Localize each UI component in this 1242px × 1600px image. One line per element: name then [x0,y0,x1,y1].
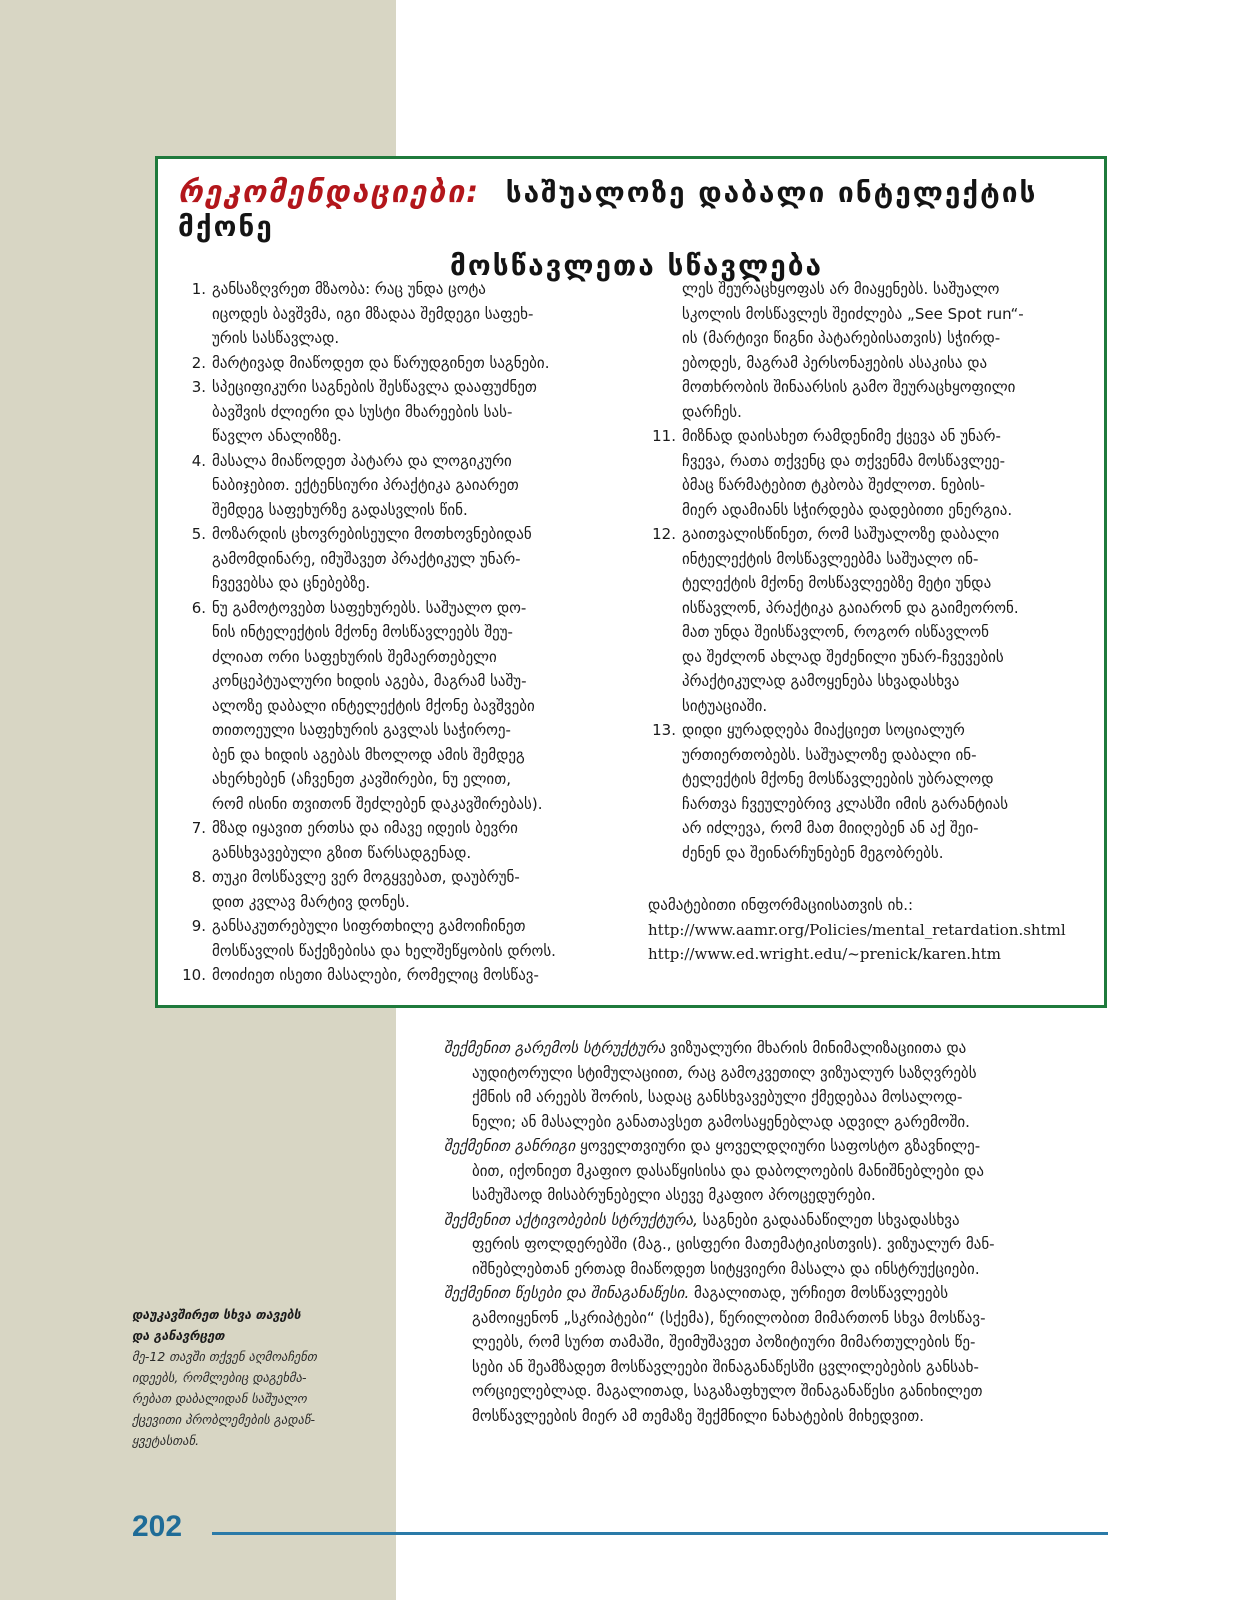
list-item [178,963,608,988]
list-item [178,277,608,351]
paragraph-line: გამოიყენონ „სკრიპტები“ (სქემა), წერილობით მიმართონ სხვა მოსწავ- [472,1308,986,1327]
sidenote-body [132,1346,372,1451]
item-line: ტელექტის მქონე მოსწავლეების უბრალოდ [682,770,994,788]
paragraph-first-line [444,1036,1108,1061]
main-body-text [444,1036,1108,1428]
paragraph-first-line [444,1281,1108,1306]
item-line: ჩვევებსა და ცნებებზე. [212,574,371,592]
left-column [178,277,608,988]
item-line: გაითვალისწინეთ, რომ საშუალოზე დაბალი [682,525,1000,543]
item-line: და შეძლონ ახლად შეძენილი უნარ-ჩვევების [682,647,1004,666]
sidenote-body-line: რებათ დაბალიდან საშუალო [132,1391,307,1406]
item-number: 10. [182,966,206,984]
text-paragraph [444,1281,1108,1428]
item-line: მათ უნდა შეისწავლონ, როგორ ისწავლონ [682,623,989,641]
list-item [178,522,608,596]
paragraph-line: სები ან შეამზადეთ მოსწავლეები შინაგანაწესში ცვლილებების განსახ- [472,1357,979,1376]
item-line: პრაქტიკულად გამოყენება სხვადასხვა [682,672,960,690]
more-info [648,893,1086,967]
title-line2: მოსწავლეთა სწავლება [450,249,824,282]
continuation-line: ებოდეს, მაგრამ პერსონაჟების ასაკისა და [682,353,988,372]
item-line: მიერ ადამიანს სჭირდება დადებითი ენერგია. [682,500,1013,519]
sidenote [132,1304,372,1451]
paragraph-lead: შექმენით გარემოს სტრუქტურა [444,1039,666,1057]
sidenote-heading-line: დაუკავშირეთ სხვა თავებს [132,1307,301,1322]
list-item [178,914,608,963]
item-line: შემდეგ საფეხურზე გადასვლის წინ. [212,500,468,519]
sidenote-body-line: ყვეტასთან. [132,1433,200,1448]
list-item [178,865,608,914]
list-item [648,522,1086,718]
item-number: 1. [191,280,206,298]
footer-rule [212,1532,1108,1535]
text-paragraph [444,1134,1108,1208]
item-line: მოსწავლის წაქეზებისა და ხელშეწყობის დროს. [212,941,556,960]
title-lead: რეკომენდაციები: [178,175,481,210]
continuation-line: სკოლის მოსწავლეს შეიძლება „See Spot run“- [682,304,1024,323]
list-item [178,816,608,865]
item-number: 7. [191,819,206,837]
item-line: მოზარდის ცხოვრებისეული მოთხოვნებიდან [212,525,532,543]
sidenote-heading-line: და განავრცეთ [132,1328,225,1343]
sidenote-body-line: მე-12 თავში თქვენ აღმოაჩენთ [132,1349,317,1364]
text-paragraph [444,1208,1108,1282]
item-line: კონცეპტუალური ხიდის აგება, მაგრამ საშუ- [212,672,527,690]
sidenote-body-line: ქცევითი პრობლემების გადაწ- [132,1412,315,1427]
paragraph-line: ლეებს, რომ სურთ თამაში, შეიმუშავეთ პოზიტიური მიმართულების წე- [472,1333,976,1351]
item-10-continuation [648,277,1086,424]
list-item [178,351,608,376]
item-line: ბენ და ხიდის აგებას მხოლოდ ამის შემდეგ [212,745,525,764]
item-number: 6. [191,598,206,617]
more-info-label: დამატებითი ინფორმაციისათვის იხ.: [648,896,914,914]
paragraph-first-text: მაგალითად, ურჩიეთ მოსწავლეებს [689,1284,949,1302]
list-item [178,449,608,523]
item-line: მარტივად მიაწოდეთ და წარუდგინეთ საგნები. [212,353,550,372]
url-aamr-link[interactable]: http://www.aamr.org/Policies/mental_retardation.shtml [648,920,1066,939]
item-number: 13. [652,721,676,739]
item-line: ჩვევა, რათა თქვენც და თქვენმა მოსწავლეე- [682,451,1005,470]
item-line: განსაზღვრეთ მზაობა: რაც უნდა ცოტა [212,280,486,298]
title-rest: საშუალოზე დაბალი ინტელექტის მქონე [178,176,1038,243]
item-line: ახერხებენ (აჩვენეთ კავშირები, ნუ ელით, [212,770,511,788]
item-line: ნუ გამოტოვებთ საფეხურებს. საშუალო დო- [212,598,527,617]
item-line: მიზნად დაისახეთ რამდენიმე ქცევა ან უნარ- [682,427,1001,445]
item-number: 12. [652,525,676,543]
paragraph-line: ფერის ფოლდერებში (მაგ., ცისფერი მათემატიკისთვის). ვიზუალურ მან- [472,1235,995,1253]
paragraph-line: ნელი; ან მასალები განათავსეთ გამოსაყენებლად ადვილ გარემოში. [472,1112,970,1131]
item-line: მზად იყავით ერთსა და იმავე იდეის ბევრი [212,819,518,837]
paragraph-first-line [444,1134,1108,1159]
right-column [648,277,1086,967]
url-wright-link[interactable]: http://www.ed.wright.edu/~prenick/karen.htm [648,945,1001,963]
item-line: რომ ისინი თვითონ შეძლებენ დაკავშირებას). [212,794,543,813]
item-number: 11. [652,427,676,445]
item-line: ბმაც წარმატებით ტკბობა შეძლოთ. ნების- [682,476,985,494]
item-line: ძლიათ ორი საფეხურის შემაერთებელი [212,647,497,666]
recommendations-box [155,156,1107,1008]
paragraph-line: ორციელებლად. მაგალითად, საგაზაფხულო შინაგანაწესი განიხილეთ [472,1382,983,1400]
item-number: 9. [191,917,206,935]
continuation-line: ლეს შეურაცხყოფას არ მიაყენებს. საშუალო [682,280,1000,298]
continuation-line: მოთხრობის შინაარსის გამო შეურაცხყოფილი [682,378,1016,396]
item-number: 3. [191,378,206,396]
item-line: თითოეული საფეხურის გავლას საჭიროე- [212,721,511,739]
right-items [648,424,1086,865]
item-line: ისწავლონ, პრაქტიკა გაიარონ და გაიმეორონ. [682,598,1019,617]
item-line: ალოზე დაბალი ინტელექტის მქონე ბავშვები [212,696,535,715]
item-line: ინტელექტის მოსწავლეებმა საშუალო ინ- [682,549,979,568]
text-paragraph [444,1036,1108,1134]
item-line: არ იძლევა, რომ მათ მიიღებენ ან აქ შეი- [682,819,979,837]
item-line: ტელექტის მქონე მოსწავლეებზე მეტი უნდა [682,574,992,592]
item-number: 4. [191,451,206,470]
list-item [178,375,608,449]
paragraph-first-text: ყოველთვიური და ყოველდღიური საფოსტო გზავნილე- [575,1137,981,1155]
item-line: წავლო ანალიზზე. [212,427,342,445]
item-line: იცოდეს ბავშვმა, იგი მზადაა შემდეგი საფეხ- [212,304,534,323]
item-number: 5. [191,525,206,543]
continuation-line: დარჩეს. [682,402,742,421]
list-item [178,596,608,817]
item-line: ურის სასწავლად. [212,329,340,347]
sidenote-heading [132,1304,372,1346]
paragraph-first-text: ვიზუალური მხარის მინიმალიზაციითა და [665,1039,967,1057]
item-number: 8. [191,868,206,886]
item-line: დიდი ყურადღება მიაქციეთ სოციალურ [682,721,965,739]
item-number: 2. [191,353,206,372]
item-line: ძენენ და შეინარჩუნებენ მეგობრებს. [682,843,944,862]
page-number: 202 [132,1510,183,1543]
box-title [178,175,1078,282]
list-item [648,718,1086,865]
item-line: ჩართვა ჩვეულებრივ კლასში იმის გარანტიას [682,794,1009,813]
sidenote-body-line: იდეებს, რომლებიც დაგეხმა- [132,1370,307,1385]
paragraph-line: სამუშაოდ მისაბრუნებელი ასევე მკაფიო პროცედურები. [472,1186,876,1204]
list-item [648,424,1086,522]
paragraph-lead: შექმენით განრიგი [444,1137,576,1155]
paragraph-line: აუდიტორული სტიმულაციით, რაც გამოკვეთილ ვიზუალურ საზღვრებს [472,1063,977,1082]
paragraph-first-text: საგნები გადაანაწილეთ სხვადასხვა [697,1210,960,1229]
item-line: თუკი მოსწავლე ვერ მოგყვებათ, დაუბრუნ- [212,868,520,886]
item-line: გამომდინარე, იმუშავეთ პრაქტიკულ უნარ- [212,549,521,568]
paragraph-lead: შექმენით აქტივობების სტრუქტურა, [444,1210,698,1229]
item-line: ნის ინტელექტის მქონე მოსწავლეებს შეუ- [212,623,513,641]
item-line: განსხვავებული გზით წარსადგენად. [212,843,472,862]
item-line: ნაბიჯებით. ექტენსიური პრაქტიკა გაიარეთ [212,476,519,494]
item-line: მოიძიეთ ისეთი მასალები, რომელიც მოსწავ- [212,966,539,984]
item-line: სიტუაციაში. [682,696,768,715]
paragraph-lead: შექმენით წესები და შინაგანაწესი. [444,1284,690,1302]
item-line: განსაკუთრებული სიფრთხილე გამოიჩინეთ [212,917,526,935]
paragraph-line: ქმნის იმ არეებს შორის, სადაც განსხვავებული ქმედებაა მოსალოდ- [472,1088,963,1106]
item-line: ურთიერთობებს. საშუალოზე დაბალი ინ- [682,745,977,764]
item-line: მასალა მიაწოდეთ პატარა და ლოგიკური [212,451,512,470]
continuation-line: ის (მარტივი წიგნი პატარებისათვის) სჭირდ- [682,329,1001,347]
paragraph-first-line [444,1208,1108,1233]
item-line: დით კვლავ მარტივ დონეს. [212,892,410,911]
item-line: ბავშვის ძლიერი და სუსტი მხარეების სას- [212,402,513,421]
paragraph-line: ბით, იქონიეთ მკაფიო დასაწყისისა და დაბოლოების მანიშნებლები და [472,1161,984,1180]
paragraph-line: იშნებლებთან ერთად მიაწოდეთ სიტყვიერი მასალა და ინსტრუქციები. [472,1259,980,1278]
item-line: სპეციფიკური საგნების შესწავლა დააფუძნეთ [212,378,537,396]
paragraph-line: მოსწავლეების მიერ ამ თემაზე შექმნილი ნახატების მიხედვით. [472,1406,925,1425]
